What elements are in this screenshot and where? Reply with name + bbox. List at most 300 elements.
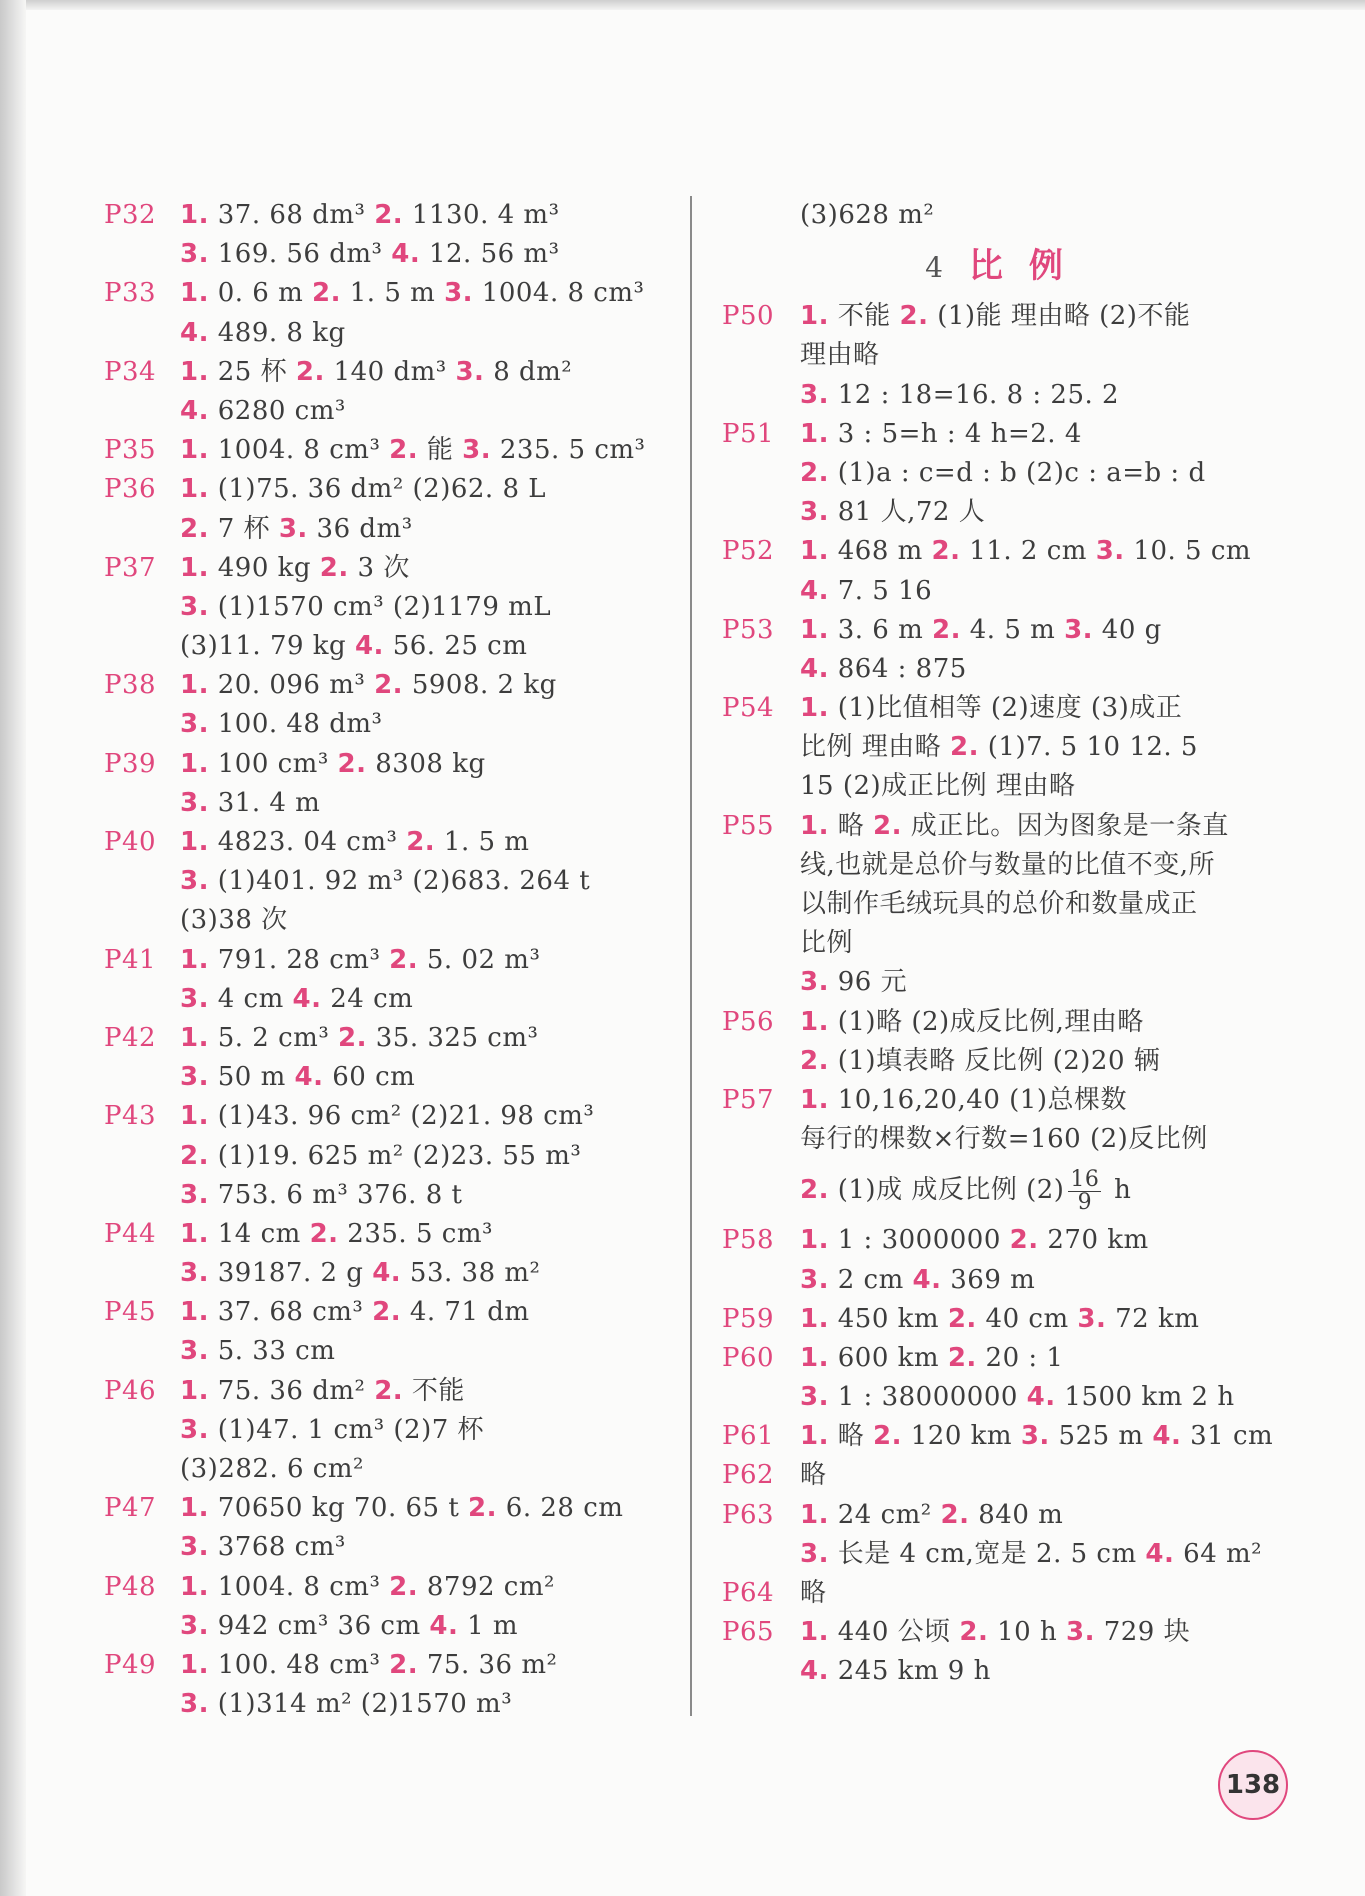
answer-text <box>800 1003 1144 1042</box>
answer-content: 40 g <box>1093 614 1162 645</box>
answer-line <box>722 885 1292 924</box>
question-number: 3. <box>180 866 209 897</box>
answer-content: 525 m <box>1049 1421 1153 1452</box>
right-answer-list-bottom <box>722 1221 1292 1691</box>
question-number: 3. <box>180 591 209 622</box>
answer-line <box>722 493 1292 532</box>
answer-line <box>104 1607 684 1646</box>
question-number: 1. <box>180 1571 209 1602</box>
answer-text <box>800 532 1251 571</box>
answer-content: 10,16,20,40 (1)总棵数 <box>828 1084 1127 1115</box>
fraction-denominator: 9 <box>1077 1189 1093 1215</box>
answer-line <box>722 376 1292 415</box>
answer-line <box>104 1646 684 1685</box>
question-number: 3. <box>180 1532 209 1563</box>
question-number: 4. <box>292 983 322 1014</box>
answer-text <box>800 924 853 963</box>
answer-text <box>180 510 413 549</box>
answer-content: 20. 096 m³ <box>208 670 375 701</box>
question-number: 3. <box>180 239 209 270</box>
question-number: 1. <box>180 827 209 857</box>
answer-text <box>180 1097 594 1136</box>
answer-line <box>104 314 684 353</box>
answer-line <box>104 1528 684 1567</box>
page-reference: P55 <box>722 810 775 841</box>
question-number: 4. <box>800 1656 829 1687</box>
question-number: 2. <box>374 670 404 701</box>
answer-content: 10. 5 cm <box>1124 536 1252 567</box>
answer-content: (3)11. 79 kg <box>180 631 355 662</box>
page-reference: P45 <box>104 1297 157 1328</box>
question-number: 1. <box>800 614 829 645</box>
answer-content: 8792 cm² <box>418 1571 555 1602</box>
answer-content: 468 m <box>828 536 932 567</box>
question-number: 3. <box>462 435 492 466</box>
question-number: 4. <box>180 317 209 348</box>
answer-line <box>722 1378 1292 1417</box>
answer-text <box>180 196 560 235</box>
question-number: 1. <box>180 435 209 466</box>
answer-content: (1)a : c=d : b (2)c : a=b : d <box>828 457 1206 488</box>
answer-line <box>104 666 684 705</box>
answer-text <box>180 1137 581 1176</box>
answer-content: 略 <box>828 810 873 841</box>
answer-line <box>104 1215 684 1254</box>
answer-content: 100. 48 cm³ <box>208 1649 390 1680</box>
right-answer-column <box>722 196 1292 1692</box>
question-number: 1. <box>800 1084 829 1115</box>
answer-content: 3. 6 m <box>828 614 933 645</box>
answer-content: 1004. 8 cm³ <box>473 278 645 309</box>
answer-line <box>722 1261 1292 1300</box>
answer-line <box>722 1613 1292 1652</box>
page-reference: P40 <box>104 827 157 857</box>
answer-line <box>722 297 1292 336</box>
answer-line <box>104 235 684 274</box>
answer-text <box>180 1646 557 1685</box>
answer-content: 4823. 04 cm³ <box>208 827 407 857</box>
page-reference: P36 <box>104 474 157 505</box>
question-number: 1. <box>800 693 829 724</box>
question-number: 4. <box>912 1264 942 1295</box>
answer-content: (1)47. 1 cm³ (2)7 杯 <box>208 1414 485 1445</box>
answer-line <box>104 1489 684 1528</box>
answer-content: (1)7. 5 10 12. 5 <box>979 732 1198 763</box>
page-reference: P34 <box>104 356 157 387</box>
answer-line <box>722 1339 1292 1378</box>
question-number: 2. <box>899 301 929 332</box>
answer-line <box>722 572 1292 611</box>
page-reference: P42 <box>104 1022 157 1053</box>
question-number: 1. <box>800 1342 829 1373</box>
answer-text <box>180 862 590 901</box>
question-number: 4. <box>372 1258 402 1289</box>
answer-line <box>722 924 1292 963</box>
answer-line <box>104 862 684 901</box>
question-number: 4. <box>294 1062 324 1093</box>
question-number: 1. <box>800 301 829 332</box>
question-number: 3. <box>800 1382 829 1413</box>
question-number: 2. <box>295 356 325 387</box>
question-number: 4. <box>800 653 829 684</box>
answer-line <box>104 627 684 666</box>
answer-text <box>800 767 1075 806</box>
answer-text <box>180 1293 530 1332</box>
answer-line <box>722 532 1292 571</box>
page-reference: P56 <box>722 1006 775 1037</box>
answer-text <box>800 493 985 532</box>
answer-content: 每行的棵数×行数=160 (2)反比例 <box>800 1124 1208 1155</box>
answer-content: (1)43. 96 cm² (2)21. 98 cm³ <box>208 1101 595 1132</box>
answer-text <box>180 901 288 940</box>
answer-content: (1)成 成反比例 (2) <box>828 1175 1065 1206</box>
answer-content: (1)比值相等 (2)速度 (3)成正 <box>828 693 1183 724</box>
answer-line <box>722 767 1292 806</box>
answer-content: 100. 48 dm³ <box>208 709 383 740</box>
page-reference: P48 <box>104 1571 157 1602</box>
question-number: 3. <box>1095 536 1125 567</box>
answer-line <box>722 689 1292 728</box>
answer-line <box>104 549 684 588</box>
answer-content: 942 cm³ 36 cm <box>208 1610 430 1641</box>
answer-text <box>180 823 529 862</box>
question-number: 3. <box>800 497 829 528</box>
answer-content: 2 cm <box>828 1264 913 1295</box>
answer-content: 81 人,72 人 <box>828 497 986 528</box>
answer-line <box>722 196 1292 235</box>
answer-content: 4. 5 m <box>961 614 1065 645</box>
answer-line <box>722 1003 1292 1042</box>
answer-content: 50 m <box>208 1062 295 1093</box>
question-number: 1. <box>180 1375 209 1406</box>
page-reference: P53 <box>722 614 775 645</box>
page-reference: P61 <box>722 1421 775 1452</box>
answer-line <box>722 1159 1292 1221</box>
answer-text <box>800 728 1198 767</box>
answer-content: 37. 68 cm³ <box>208 1297 373 1328</box>
question-number: 2. <box>873 1421 902 1452</box>
question-number: 2. <box>1009 1225 1039 1256</box>
question-number: 2. <box>372 1297 402 1328</box>
answer-content: 1 : 38000000 <box>828 1382 1027 1413</box>
page-reference: P35 <box>104 435 157 466</box>
answer-text <box>800 454 1206 493</box>
answer-content: 12. 56 m³ <box>420 239 560 270</box>
question-number: 2. <box>800 457 829 488</box>
answer-content: 5908. 2 kg <box>403 670 557 701</box>
answer-text <box>800 1081 1127 1120</box>
page-reference: P50 <box>722 301 775 332</box>
question-number: 2. <box>389 1649 419 1680</box>
answer-content: 14 cm <box>208 1218 310 1249</box>
answer-line <box>104 1019 684 1058</box>
answer-content: 3768 cm³ <box>208 1532 346 1563</box>
answer-text <box>180 431 645 470</box>
answer-line <box>104 431 684 470</box>
page-reference: P46 <box>104 1375 157 1406</box>
answer-content: 450 km <box>828 1303 948 1334</box>
answer-text <box>180 1176 462 1215</box>
question-number: 3. <box>180 1414 209 1445</box>
answer-text <box>800 1535 1262 1574</box>
page-reference: P63 <box>722 1499 775 1530</box>
answer-line <box>104 901 684 940</box>
answer-text <box>800 297 1190 336</box>
answer-content: 60 cm <box>323 1062 416 1093</box>
page-reference: P38 <box>104 670 157 701</box>
page-reference: P65 <box>722 1617 775 1648</box>
answer-text <box>800 846 1215 885</box>
answer-text <box>180 1372 465 1411</box>
question-number: 2. <box>932 614 961 645</box>
question-number: 2. <box>406 827 436 857</box>
question-number: 2. <box>374 1375 404 1406</box>
answer-line <box>104 510 684 549</box>
answer-content: 4. 71 dm <box>401 1297 530 1328</box>
answer-content: 3 次 <box>348 552 410 583</box>
answer-content: 31. 4 m <box>208 787 321 818</box>
answer-content: 53. 38 m² <box>401 1258 541 1289</box>
question-number: 4. <box>391 239 421 270</box>
answer-text <box>800 1261 1035 1300</box>
question-number: 4. <box>800 575 829 606</box>
answer-text <box>800 1652 991 1691</box>
question-number: 1. <box>800 1499 829 1530</box>
answer-text <box>180 353 572 392</box>
answer-line <box>722 846 1292 885</box>
answer-content: 72 km <box>1106 1303 1200 1334</box>
answer-text: (3)628 m² <box>800 200 935 230</box>
answer-content: 490 kg <box>208 552 320 583</box>
answer-content: 能 <box>418 435 463 466</box>
page-reference: P62 <box>722 1460 775 1491</box>
answer-text <box>180 470 546 509</box>
answer-text <box>180 980 413 1019</box>
answer-content: 75. 36 m² <box>418 1649 558 1680</box>
answer-content: 不能 <box>828 301 900 332</box>
question-number: 3. <box>800 379 829 410</box>
answer-text <box>800 1613 1190 1652</box>
answer-line <box>722 1652 1292 1691</box>
question-number: 2. <box>800 1175 829 1206</box>
answer-text <box>180 1254 540 1293</box>
answer-content: 10 h <box>988 1617 1066 1648</box>
answer-text <box>180 784 320 823</box>
answer-line <box>722 415 1292 454</box>
page-reference: P59 <box>722 1303 775 1334</box>
answer-text <box>180 1685 512 1724</box>
question-number: 3. <box>180 787 209 818</box>
question-number: 1. <box>180 944 209 975</box>
answer-line <box>104 745 684 784</box>
answer-text <box>800 1574 827 1613</box>
answer-content: 36 dm³ <box>307 513 413 544</box>
answer-content: 729 块 <box>1094 1617 1191 1648</box>
answer-text <box>800 963 907 1002</box>
answer-text <box>180 392 346 431</box>
answer-line <box>104 274 684 313</box>
answer-content: (1)75. 36 dm² (2)62. 8 L <box>208 474 547 505</box>
answer-text <box>180 314 346 353</box>
answer-content: (1)略 (2)成反比例,理由略 <box>828 1006 1144 1037</box>
page-reference: P49 <box>104 1649 157 1680</box>
answer-content: 25 杯 <box>208 356 296 387</box>
question-number: 2. <box>940 1499 970 1530</box>
question-number: 1. <box>180 1297 209 1328</box>
question-number: 2. <box>931 536 961 567</box>
question-number: 3. <box>180 1258 209 1289</box>
answer-content: 8308 kg <box>366 748 486 779</box>
answer-line <box>722 1417 1292 1456</box>
answer-text <box>180 1607 518 1646</box>
question-number: 2. <box>337 748 367 779</box>
question-number: 4. <box>1145 1538 1175 1569</box>
fraction-numerator: 16 <box>1070 1166 1100 1192</box>
answer-content: 270 km <box>1038 1225 1149 1256</box>
answer-text <box>800 1378 1235 1417</box>
answer-content: 理由略 <box>800 340 880 371</box>
answer-content: 35. 325 cm³ <box>366 1022 539 1053</box>
answer-line <box>722 650 1292 689</box>
question-number: 1. <box>180 1649 209 1680</box>
answer-line <box>104 196 684 235</box>
answer-text <box>800 689 1182 728</box>
answer-content: 略 <box>800 1460 827 1491</box>
right-answer-list <box>722 297 1292 1159</box>
answer-content: 31 cm <box>1181 1421 1274 1452</box>
page-reference: P39 <box>104 748 157 779</box>
answer-content: 略 <box>828 1421 873 1452</box>
answer-content: 24 cm² <box>828 1499 941 1530</box>
question-number: 4. <box>1152 1421 1182 1452</box>
answer-content: 75. 36 dm² <box>208 1375 375 1406</box>
answer-line <box>104 1293 684 1332</box>
question-number: 1. <box>180 356 209 387</box>
question-number: 3. <box>800 1538 829 1569</box>
answer-content: 5. 33 cm <box>208 1336 336 1367</box>
page-reference: P37 <box>104 552 157 583</box>
answer-line <box>104 980 684 1019</box>
question-number: 1. <box>800 418 829 449</box>
question-number: 2. <box>180 513 209 544</box>
question-number: 1. <box>180 748 209 779</box>
answer-line <box>722 728 1292 767</box>
question-number: 3. <box>1065 1617 1095 1648</box>
question-number: 1. <box>180 552 209 583</box>
answer-content: 40 cm <box>976 1303 1078 1334</box>
answer-line <box>104 588 684 627</box>
page-reference: P47 <box>104 1493 157 1524</box>
answer-content: (3)282. 6 cm² <box>180 1454 364 1484</box>
answer-text <box>800 1339 1063 1378</box>
answer-content: 791. 28 cm³ <box>208 944 390 975</box>
answer-content: 1004. 8 cm³ <box>208 435 390 466</box>
answer-text <box>800 1300 1199 1339</box>
question-number: 3. <box>444 278 474 309</box>
answer-text <box>180 1332 335 1371</box>
answer-text <box>180 666 557 705</box>
question-number: 1. <box>180 670 209 701</box>
question-number: 2. <box>947 1342 977 1373</box>
question-number: 2. <box>800 1045 829 1076</box>
answer-content: (1)1570 cm³ (2)1179 mL <box>208 591 552 622</box>
answer-content: 不能 <box>403 1375 465 1406</box>
page-reference: P54 <box>722 693 775 724</box>
answer-text <box>800 885 1198 924</box>
question-number: 2. <box>389 1571 419 1602</box>
answer-line <box>104 1097 684 1136</box>
answer-text <box>180 1058 415 1097</box>
question-number: 3. <box>1077 1303 1107 1334</box>
answer-content: (3)38 次 <box>180 905 288 936</box>
question-number: 2. <box>389 435 419 466</box>
page-reference: P32 <box>104 200 157 230</box>
answer-content: 5. 02 m³ <box>418 944 541 975</box>
answer-line <box>104 1372 684 1411</box>
question-number: 1. <box>180 1101 209 1132</box>
scan-left-edge <box>0 0 26 1896</box>
answer-line <box>722 336 1292 375</box>
column-divider <box>690 196 692 1716</box>
answer-content: 8 dm² <box>484 356 573 387</box>
answer-content: 1. 5 m <box>435 827 530 857</box>
answer-content: 以制作毛绒玩具的总价和数量成正 <box>800 889 1198 919</box>
question-number: 1. <box>180 1218 209 1249</box>
page-reference: P58 <box>722 1225 775 1256</box>
answer-text <box>800 376 1119 415</box>
answer-content: (1)401. 92 m³ (2)683. 264 t <box>208 866 591 897</box>
answer-line <box>722 1456 1292 1495</box>
answer-line <box>722 454 1292 493</box>
answer-content: (1)填表略 反比例 (2)20 辆 <box>828 1045 1161 1076</box>
answer-content: 140 dm³ <box>324 356 456 387</box>
question-number: 3. <box>180 1336 209 1367</box>
section-number: 4 <box>925 251 943 285</box>
answer-text <box>800 415 1082 454</box>
answer-content: 1500 km 2 h <box>1055 1382 1235 1413</box>
question-number: 4. <box>429 1610 459 1641</box>
question-number: 2. <box>468 1493 498 1524</box>
answer-content: 比例 理由略 <box>800 732 951 763</box>
left-answer-column <box>104 196 684 1724</box>
question-number: 2. <box>873 810 902 841</box>
answer-line <box>104 1058 684 1097</box>
answer-content: 4 cm <box>208 983 293 1014</box>
answer-text <box>180 588 551 627</box>
answer-content: 600 km <box>828 1342 948 1373</box>
answer-content: 70650 kg 70. 65 t <box>208 1493 469 1524</box>
page-reference: P51 <box>722 418 775 449</box>
question-number: 2. <box>180 1140 209 1171</box>
answer-text <box>180 1019 538 1058</box>
answer-line <box>722 963 1292 1002</box>
answer-content: 0. 6 m <box>208 278 313 309</box>
answer-content: 20 : 1 <box>976 1342 1064 1373</box>
fraction <box>1068 1166 1101 1215</box>
answer-line <box>104 941 684 980</box>
question-number: 3. <box>180 709 209 740</box>
question-number: 2. <box>950 732 979 763</box>
page-reference: P33 <box>104 278 157 309</box>
answer-content: h <box>1105 1175 1132 1206</box>
answer-text <box>180 1411 484 1450</box>
answer-content: 1130. 4 m³ <box>403 200 560 230</box>
question-number: 1. <box>800 810 829 841</box>
answer-content: (1)19. 625 m² (2)23. 55 m³ <box>208 1140 582 1171</box>
answer-content: 1 : 3000000 <box>828 1225 1010 1256</box>
answer-text <box>800 611 1162 650</box>
answer-content: 6280 cm³ <box>208 395 346 426</box>
